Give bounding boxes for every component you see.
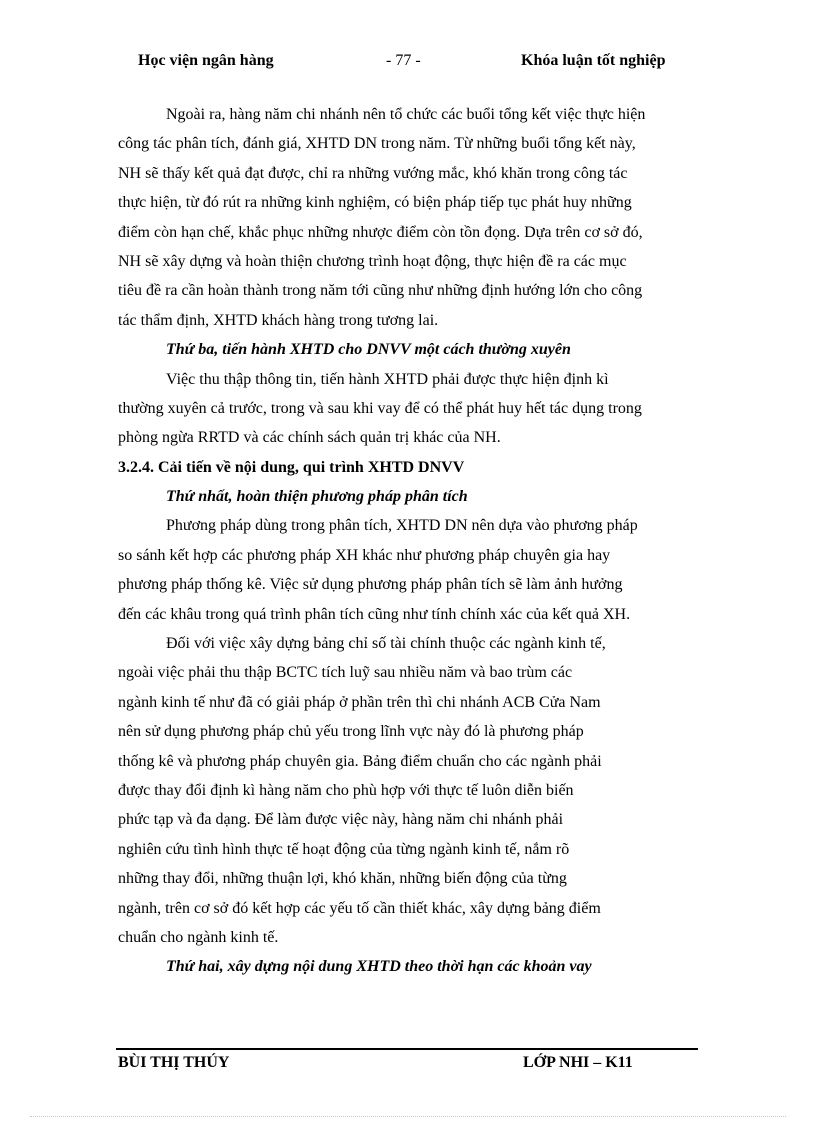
- page-number: - 77 -: [386, 52, 421, 69]
- body-line: ngoài việc phải thu thập BCTC tích luỹ sau nhiều năm và bao trùm các: [118, 664, 573, 682]
- body-line: công tác phân tích, đánh giá, XHTD DN trong năm. Từ những buổi tổng kết này,: [118, 135, 636, 153]
- body-line: nên sử dụng phương pháp chủ yếu trong lĩnh vực này đó là phương pháp: [118, 723, 584, 741]
- page-edge-divider: [30, 1116, 786, 1117]
- body-line: điểm còn hạn chế, khắc phục những nhược điểm còn tồn đọng. Dựa trên cơ sở đó,: [118, 223, 643, 241]
- body-line: Việc thu thập thông tin, tiến hành XHTD phải được thực hiện định kì: [166, 370, 609, 388]
- body-line: NH sẽ xây dựng và hoàn thiện chương trình hoạt động, thực hiện đề ra các mục: [118, 252, 627, 270]
- body-line: được thay đổi định kì hàng năm cho phù hợp với thực tế luôn diễn biến: [118, 781, 574, 799]
- section-title: 3.2.4. Cải tiến về nội dung, qui trình XHTD DNVV: [118, 458, 465, 476]
- body-line: nghiên cứu tình hình thực tế hoạt động của từng ngành kinh tế, nắm rõ: [118, 840, 570, 858]
- header-institution: Học viện ngân hàng: [138, 52, 274, 69]
- subheading-third: Thứ ba, tiến hành XHTD cho DNVV một cách thường xuyên: [166, 341, 571, 359]
- body-line: Đối với việc xây dựng bảng chỉ số tài chính thuộc các ngành kinh tế,: [166, 635, 606, 653]
- body-line: thực hiện, từ đó rút ra những kinh nghiệm, có biện pháp tiếp tục phát huy những: [118, 194, 632, 212]
- body-line: đến các khâu trong quá trình phân tích cũng như tính chính xác của kết quả XH.: [118, 605, 631, 623]
- footer-author: BÙI THỊ THÚY: [118, 1054, 230, 1071]
- body-line: phương pháp thống kê. Việc sử dụng phương pháp phân tích sẽ làm ảnh hưởng: [118, 576, 623, 594]
- body-line: thường xuyên cả trước, trong và sau khi vay để có thể phát huy hết tác dụng trong: [118, 399, 642, 417]
- body-line: NH sẽ thấy kết quả đạt được, chỉ ra những vướng mắc, khó khăn trong công tác: [118, 164, 628, 182]
- body-line: phòng ngừa RRTD và các chính sách quản trị khác của NH.: [118, 429, 501, 447]
- body-line: ngành kinh tế như đã có giải pháp ở phần trên thì chi nhánh ACB Cửa Nam: [118, 693, 601, 711]
- page-header: [0, 52, 816, 74]
- footer-divider: [116, 1048, 698, 1050]
- body-line: Phương pháp dùng trong phân tích, XHTD DN nên dựa vào phương pháp: [166, 517, 638, 535]
- body-line: những thay đổi, những thuận lợi, khó khăn, những biến động của từng: [118, 870, 567, 888]
- page-body: [118, 100, 690, 982]
- body-line: tiêu đề ra cần hoàn thành trong năm tới cũng như những định hướng lớn cho công: [118, 282, 643, 300]
- subheading-second: Thứ hai, xây dựng nội dung XHTD theo thời hạn các khoản vay: [166, 958, 592, 976]
- body-line: ngành, trên cơ sở đó kết hợp các yếu tố cần thiết khác, xây dựng bảng điểm: [118, 899, 601, 917]
- subheading-first: Thứ nhất, hoàn thiện phương pháp phân tích: [166, 488, 468, 506]
- footer-class: LỚP NHI – K11: [523, 1054, 633, 1071]
- header-document-type: Khóa luận tốt nghiệp: [521, 52, 666, 69]
- body-line: chuẩn cho ngành kinh tế.: [118, 928, 279, 946]
- body-line: Ngoài ra, hàng năm chi nhánh nên tổ chức các buổi tổng kết việc thực hiện: [166, 106, 646, 123]
- body-line: phức tạp và đa dạng. Để làm được việc này, hàng năm chi nhánh phải: [118, 811, 564, 829]
- body-line: tác thẩm định, XHTD khách hàng trong tương lai.: [118, 311, 439, 329]
- body-line: so sánh kết hợp các phương pháp XH khác như phương pháp chuyên gia hay: [118, 546, 611, 564]
- body-line: thống kê và phương pháp chuyên gia. Bảng điểm chuẩn cho các ngành phải: [118, 752, 602, 770]
